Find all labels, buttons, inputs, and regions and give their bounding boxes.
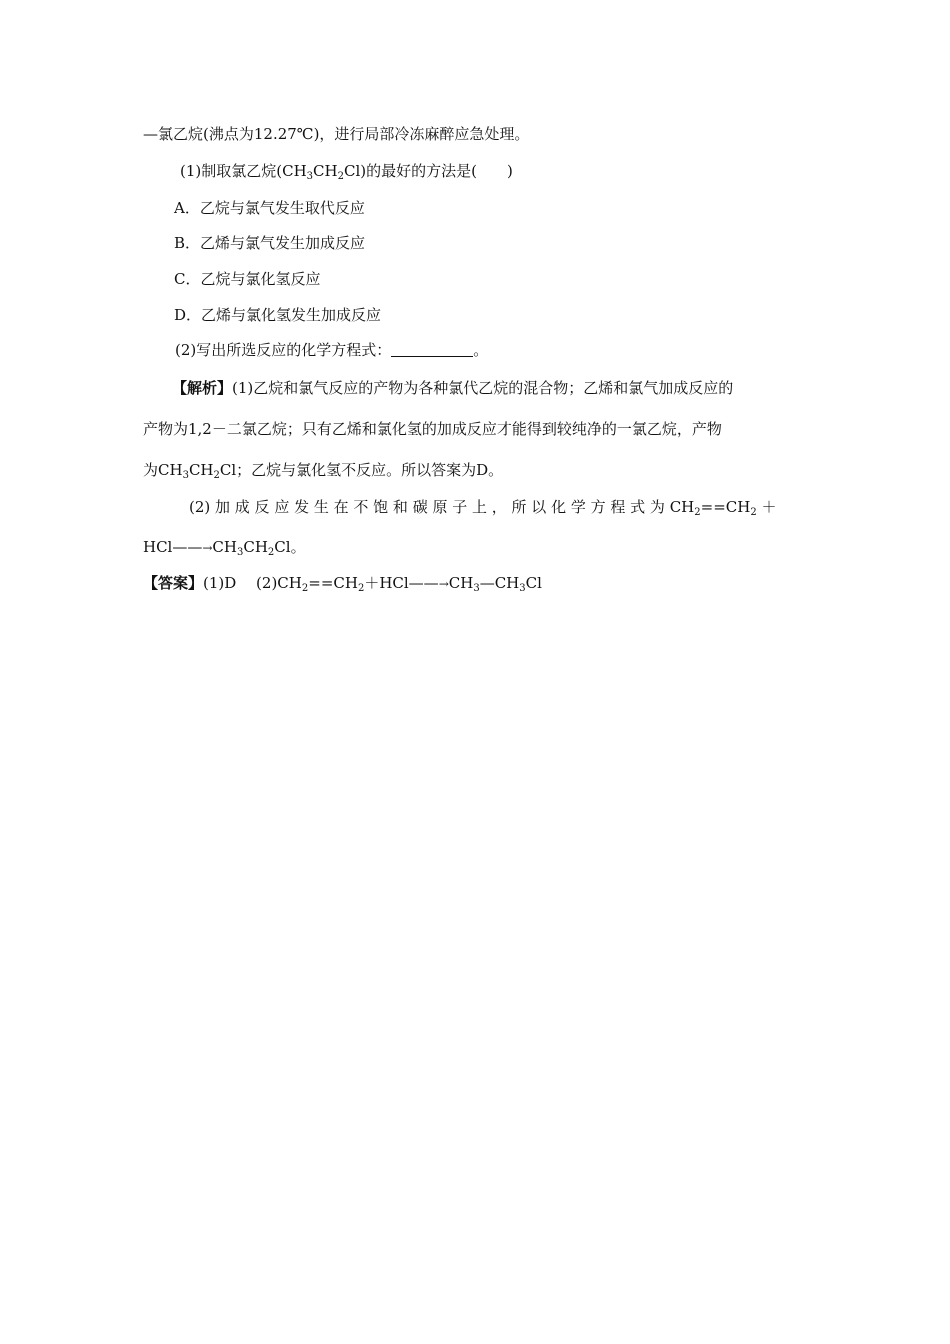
- question-2-suffix: 。: [473, 341, 489, 359]
- formula-ch: CH: [243, 538, 268, 556]
- option-b: [174, 233, 365, 253]
- option-c: [174, 269, 320, 289]
- subscript: 2: [213, 470, 220, 481]
- analysis-text-4-prefix: (2) 加 成 反 应 发 生 在 不 饱 和 碳 原 子 上 ， 所 以 化 学 方 程 式 为: [189, 498, 670, 516]
- analysis-tag: 【解析】: [172, 379, 233, 397]
- subscript: 2: [357, 583, 365, 594]
- question-1-suffix: Cl)的最好的方法是( ): [343, 162, 513, 180]
- analysis-line-4: [189, 497, 776, 517]
- analysis-text-2: 产物为1,2－二氯乙烷；只有乙烯和氯化氢的加成反应才能得到较纯净的一氯乙烷，产物: [143, 420, 722, 438]
- reaction-arrow-icon: →: [202, 541, 213, 555]
- analysis-text-3-suffix: Cl；乙烷与氯化氢不反应。所以答案为D。: [219, 461, 504, 479]
- formula-cl: Cl。: [274, 538, 306, 556]
- formula-plus-hcl: ＋HCl——: [364, 574, 439, 592]
- intro-text: —氯乙烷(沸点为12.27℃)，进行局部冷冻麻醉应急处理。: [143, 125, 530, 143]
- option-c-text: C．乙烷与氯化氢反应: [174, 270, 321, 288]
- subscript: 3: [519, 583, 526, 594]
- subscript: 2: [267, 547, 275, 558]
- question-1-prefix: (1)制取氯乙烷(CH: [180, 162, 307, 180]
- formula-ch: CH: [212, 538, 237, 556]
- subscript: 2: [750, 507, 757, 518]
- option-a: [174, 198, 365, 218]
- answer-line: [143, 573, 542, 594]
- answer-blank: [391, 342, 473, 357]
- analysis-text-1: (1)乙烷和氯气反应的产物为各种氯代乙烷的混合物；乙烯和氯气加成反应的: [232, 379, 734, 397]
- formula-cl: Cl: [525, 574, 542, 592]
- option-b-text: B．乙烯与氯气发生加成反应: [174, 234, 366, 252]
- intro-line: [143, 124, 529, 144]
- formula-double-bond: ==CH: [308, 574, 358, 592]
- subscript: 2: [301, 583, 309, 594]
- subscript: 3: [182, 470, 189, 481]
- answer-tag: 【答案】: [143, 574, 204, 592]
- reaction-arrow-icon: →: [438, 577, 449, 591]
- analysis-line-1: [172, 378, 733, 398]
- question-2: [175, 340, 488, 360]
- subscript: 2: [337, 171, 344, 182]
- formula-ch: CH: [669, 498, 695, 516]
- analysis-line-5: [143, 537, 306, 558]
- option-d: [174, 305, 381, 325]
- formula-hcl: HCl——: [143, 538, 203, 556]
- question-1-mid: CH: [313, 162, 338, 180]
- analysis-line-3: [143, 460, 503, 480]
- analysis-text-3-prefix: 为CH: [143, 461, 183, 479]
- formula-single-bond: —CH: [479, 574, 520, 592]
- subscript: 2: [694, 507, 701, 518]
- subscript: 3: [306, 171, 314, 182]
- formula-double-bond: ==CH: [700, 498, 751, 516]
- answer-part-1: (1)D (2)CH: [203, 574, 302, 592]
- question-1: [180, 161, 513, 181]
- question-2-prefix: (2)写出所选反应的化学方程式：: [175, 341, 392, 359]
- formula-plus: ＋: [756, 498, 777, 516]
- analysis-line-2: [143, 419, 722, 439]
- option-a-text: A．乙烷与氯气发生取代反应: [174, 199, 365, 217]
- subscript: 3: [236, 547, 244, 558]
- subscript: 3: [473, 583, 480, 594]
- formula-ch: CH: [448, 574, 474, 592]
- analysis-text-3-mid: CH: [188, 461, 214, 479]
- option-d-text: D．乙烯与氯化氢发生加成反应: [174, 306, 382, 324]
